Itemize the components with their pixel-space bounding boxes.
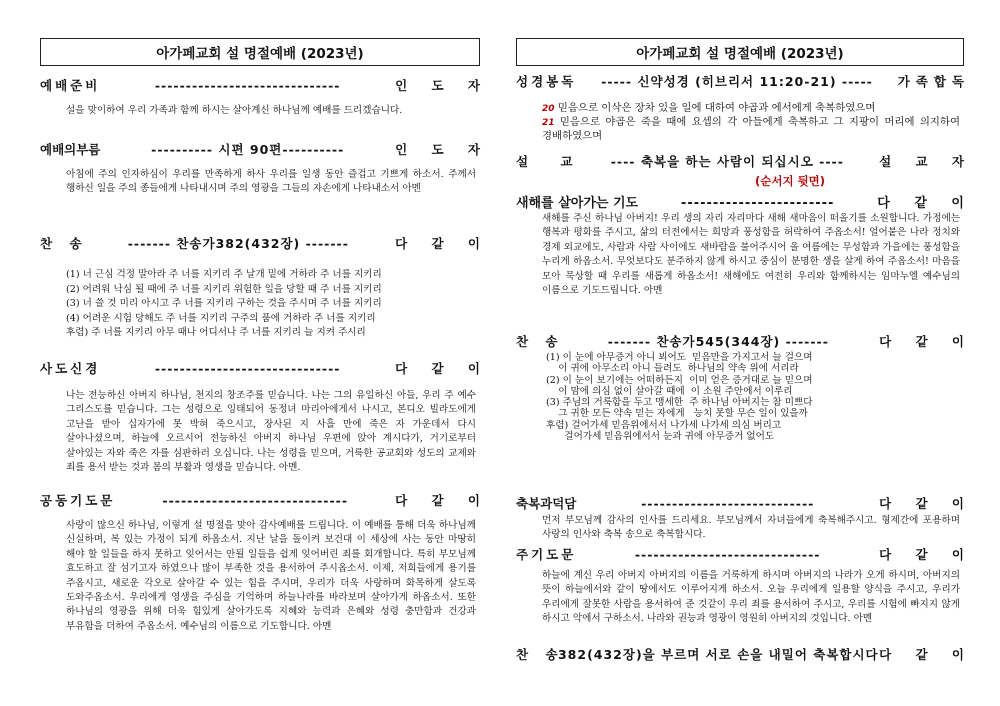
call-to-worship-text: 아침에 주의 인자하심이 우리를 만족하게 하사 우리를 일생 동안 즐겁고 기쁘게 하소서. 주께서 행하신 일을 주의 종들에게 나타내시며 주의 영광을 그들의 자손에게 나타내소서 아멘 <box>66 169 476 195</box>
lyric-line: (1) 이 눈에 아무증거 아니 뵈어도 믿음만을 가지고서 늘 걸으며 <box>546 352 813 363</box>
section-preparation: 예배준비 ------------------------------ 인 도 자 <box>40 78 490 93</box>
section-common-prayer: 공동기도문 ------------------------------ 다 같 이 <box>40 493 490 508</box>
blessing-text: 먼저 부모님께 감사의 인사를 드리세요. 부모님께서 자녀들에게 축복해주시고. 형제간에 포용하며 사랑의 인사와 축복 송으로 축복합시다. <box>542 515 960 541</box>
lyric-line: 후렴) 주 너를 지키리 아무 때나 어디서나 주 너를 지키리 늘 지켜 주시리 <box>66 327 366 339</box>
lyric-line: (2) 이 눈이 보기에는 어떠하든지 이미 얻은 증거대로 늘 믿으며 <box>546 374 813 386</box>
section-new-year-prayer: 새해를 살아가는 기도 ------------------------ 다 같 이 <box>516 196 974 211</box>
lords-prayer-text: 하늘에 계신 우리 아버지 아버지의 이름을 거룩하게 하시며 아버지의 나라가 오게 하시며, 아버지의 뜻이 하늘에서와 같이 땅에서도 이루어지게 하소서. 오늘 우리에게 일용할 양식을 주시고, 우리가 우리에게 잘못한 사람을 용서하여 준 것같이 우리 죄를 용서하여 주시고, 우리를 시험에 빠지지 않게 하시고 악에서 구하소서. 나라와 권능과 영광이 영원히 아버지의 것입니다. 아멘 <box>542 570 960 625</box>
right-title: 아가페교회 설 명절예배 (2023년) <box>516 38 964 66</box>
preparation-text: 설을 맞이하여 우리 가족과 함께 하시는 살아계신 하나님께 예배를 드리겠습니다. <box>66 105 403 116</box>
lyric-line: 후렴) 걸어가세 믿음위에서서 나가세 나가세 의심 버리고 <box>546 419 782 431</box>
right-page <box>516 0 974 662</box>
new-year-prayer-text: 새해를 주신 하나님 아버지! 우리 생의 자리 자리마다 새해 새마음이 떠올기를 소원합니다. 가정에는 행복과 평화를 주시고, 삶의 터전에서는 희망과 풍성함을 허락하여 주옵소서! 얼어붙은 나라 정치와 경제 외교에도, 사람과 사람 사이에도 새바람을 불어주시어 올 여름에는 무성함과 가을에는 풍성함을 누리게 하옵소서. 무엇보다도 분주하지 않게 하시고 중심이 분명한 생을 살게 하여 주옵소서! 마음을 모아 묵상할 때 우리를 새롭게 하옵소서! 새해에도 여전히 우리와 함께하시는 임마누엘 예수님의 이름으로 기도드립니다. 아멘 <box>542 213 960 297</box>
hymn-545-lyrics <box>546 352 964 442</box>
lyric-line: (1) 너 근심 걱정 말아라 주 너를 지키리 주 날개 밑에 거하라 주 너를 지키리 <box>66 269 382 280</box>
verse-number: 21 <box>542 118 555 128</box>
scripture-text: 20 믿음으로 이삭은 장차 있을 일에 대하여 야곱과 에서에게 축복하였으며 21 믿음으로 야곱은 죽을 때에 요셉의 각 아들에게 축복하고 그 지팡이 머리에 의지하여 경배하였으며 <box>542 102 960 142</box>
creed-text: 나는 전능하신 아버지 하나님, 천지의 창조주를 믿습니다. 나는 그의 유일하신 아들, 우리 주 예수 그리스도를 믿습니다. 그는 성령으로 잉태되어 동정녀 마리아에게서 나시고, 본디오 빌라도에게 고난을 받아 십자가에 못 박혀 죽으시고, 장사된 지 사흘 만에 죽은 자 가운데서 다시 살아나셨으며, 하늘에 오르시어 전능하신 아버지 하나님 우편에 앉아 계시다가, 거기로부터 살아있는 자와 죽은 자를 심판하러 오십니다. 나는 성령을 믿으며, 거룩한 공교회와 성도의 교제와 죄를 용서 받는 것과 몸의 부활과 영생을 믿습니다. 아멘. <box>66 390 476 474</box>
section-blessing: 축복과덕담 ---------------------------- 다 같 이 <box>516 496 974 511</box>
section-call-to-worship: 예배의부름 ---------- 시편 90편---------- 인 도 자 <box>40 142 490 157</box>
section-closing-hymn: 찬 송 382(432장)을 부르며 서로 손을 내밀어 축복합시다 다 같 이 <box>516 647 974 662</box>
left-title: 아가페교회 설 명절예배 (2023년) <box>40 38 480 66</box>
left-page <box>40 0 490 632</box>
lyric-line: (2) 어려워 낙심 될 때에 주 너를 지키리 위험한 일을 당할 때 주 너를 지키리 <box>66 283 382 295</box>
lyric-line: 이 귀에 아무소리 아니 들려도 하나님의 약속 위에 서리라 <box>546 363 799 375</box>
verse-number: 20 <box>542 104 555 114</box>
lyric-line: 그 귀한 모든 약속 믿는 자에게 능치 못할 무슨 일이 있을까 <box>546 408 808 420</box>
lyric-line: 걸어가세 믿음위에서서 눈과 귀에 아무증거 없어도 <box>546 431 775 443</box>
section-sermon: 설 교 ---- 축복을 하는 사람이 되십시오 ---- 설 교 자 <box>516 154 974 169</box>
section-apostles-creed: 사도신경 ------------------------------ 다 같 이 <box>40 361 490 376</box>
lyric-line: (3) 너 쓸 것 미리 아시고 주 너를 지키리 구하는 것을 주시며 주 너를 지키리 <box>66 298 382 310</box>
lyric-line: 이 맘에 의심 없이 살아갈 때에 이 소원 주안에서 이루리 <box>546 385 793 397</box>
lyric-line: (4) 어려운 시험 당해도 주 너를 지키리 구주의 품에 거하라 주 너를 지키리 <box>66 312 376 324</box>
section-lords-prayer: 주기도문 ------------------------------ 다 같 이 <box>516 547 974 562</box>
lyric-line: (3) 주님의 거룩함을 두고 맹세한 주 하나님 아버지는 참 미쁘다 <box>546 397 813 409</box>
common-prayer-text: 사랑이 많으신 하나님, 이렇게 설 명절을 맞아 감사예배를 드립니다. 이 예배를 통해 더욱 하나님께 신실하며, 복 있는 가정이 되게 하옵소서. 지난 날을 돌이켜 보건대 이 세상에 사는 동안 마땅히 해야 할 일들을 하지 못하고 잊어서는 안될 일들을 쉽게 잊어버린 죄를 회개합니다. 특히 부모님께 효도하고 잘 섬기고자 하였으나 많이 부족한 것을 용서하여 주시옵소서. 이제, 저희들에게 용기를 주옵시고, 새로운 각오로 살아갈 수 있는 힘을 주시며, 우리가 더욱 사랑하며 화목하게 살도록 도와주옵소서. 우리에게 영생을 주심을 기억하며 하늘나라를 바라보며 살아가게 하옵소서. 또한 하나님의 영광을 위해 더욱 힘있게 살아가도록 지혜와 능력과 은혜와 성령 충만함과 건강과 부유함을 더하여 주옵소서. 예수님의 이름으로 기도합니다. 아멘 <box>66 520 476 632</box>
section-hymn-382: 찬 송 ------- 찬송가382(432장) ------- 다 같 이 <box>40 236 490 251</box>
section-hymn-545: 찬 송 ------- 찬송가545(344장) ------- 다 같 이 <box>516 334 974 349</box>
sermon-note: (순서지 뒷면) <box>754 174 826 188</box>
hymn-382-lyrics <box>66 268 480 341</box>
section-scripture-reading: 성경봉독 ----- 신약성경 (히브리서 11:20-21) ----- 가족합독 <box>516 74 970 89</box>
